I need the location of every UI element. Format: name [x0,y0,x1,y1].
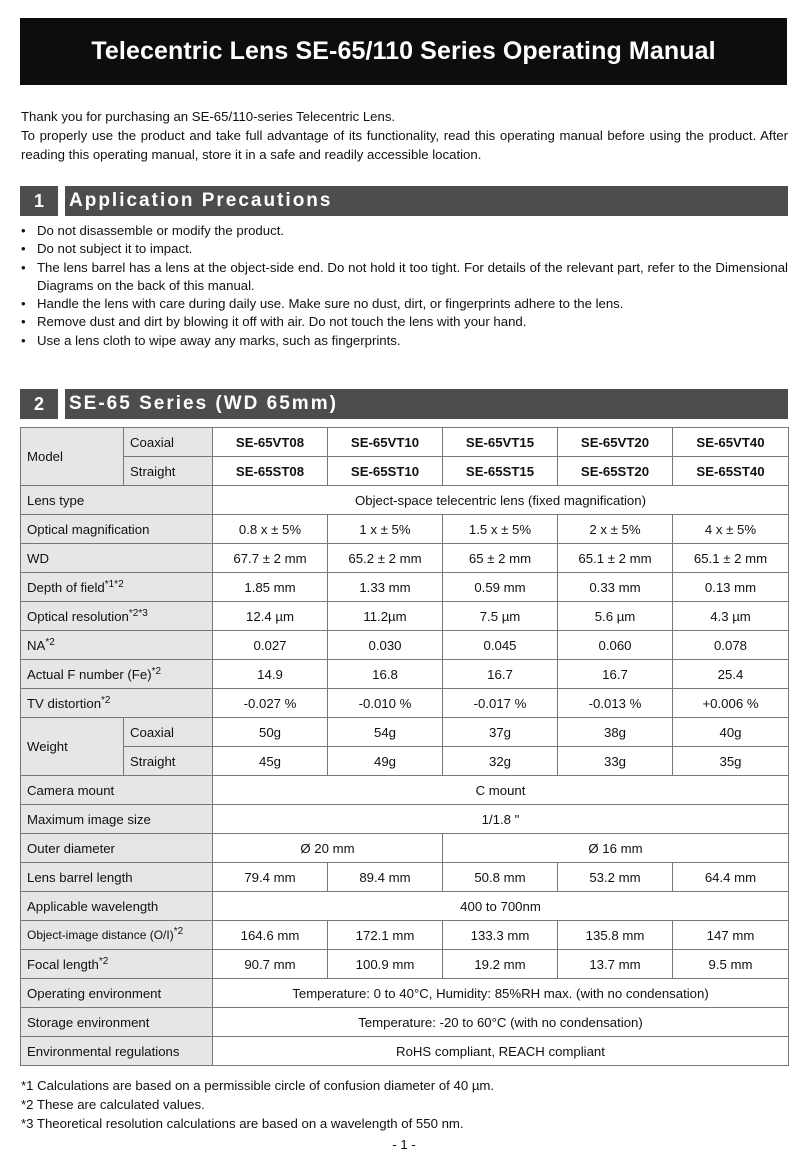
table-cell: 65.2 ± 2 mm [328,544,443,573]
section-2-number: 2 [20,389,58,419]
table-cell: 13.7 mm [558,950,673,979]
row-label-optical-resolution [21,602,213,631]
table-row [21,747,789,776]
table-cell: 0.8 x ± 5% [213,515,328,544]
footnote-3: *3 Theoretical resolution calculations are based on a wavelength of 550 nm. [21,1116,464,1131]
list-item: • Do not disassemble or modify the product. [21,222,788,240]
table-row [21,1037,789,1066]
footnote-ref: *2 [151,665,162,677]
model-cell: SE-65VT10 [328,428,443,457]
table-cell: 12.4 µm [213,602,328,631]
section-1-header [20,186,788,216]
row-label-object-image-distance [21,921,213,950]
label-text: Object-image distance (O/I) [27,928,174,942]
model-cell: SE-65ST20 [558,457,673,486]
table-cell: 89.4 mm [328,863,443,892]
table-cell: 0.33 mm [558,573,673,602]
table-row [21,689,789,718]
row-label-storage-environment: Storage environment [21,1008,213,1037]
row-label-model: Model [21,428,124,486]
table-cell: 32g [443,747,558,776]
table-cell: 45g [213,747,328,776]
row-label-wd: WD [21,544,213,573]
table-cell: 37g [443,718,558,747]
table-cell: -0.013 % [558,689,673,718]
table-cell: 0.060 [558,631,673,660]
page-number: - 1 - [392,1137,416,1152]
table-cell: 65.1 ± 2 mm [673,544,789,573]
row-label-f-number [21,660,213,689]
table-cell: 147 mm [673,921,789,950]
footnotes [21,1076,494,1133]
table-cell: Temperature: -20 to 60°C (with no condensation) [213,1008,789,1037]
table-row [21,979,789,1008]
model-cell: SE-65ST10 [328,457,443,486]
row-label-na [21,631,213,660]
table-cell: +0.006 % [673,689,789,718]
table-cell: 19.2 mm [443,950,558,979]
footnote-ref: *2 [101,694,111,706]
table-cell: 1 x ± 5% [328,515,443,544]
table-cell: 67.7 ± 2 mm [213,544,328,573]
table-cell: -0.017 % [443,689,558,718]
table-cell: 54g [328,718,443,747]
table-cell: 35g [673,747,789,776]
table-row [21,457,789,486]
row-label-weight: Weight [21,718,124,776]
section-2-header [20,389,788,419]
model-cell: SE-65ST15 [443,457,558,486]
row-label-camera-mount: Camera mount [21,776,213,805]
model-cell: SE-65VT15 [443,428,558,457]
table-cell: 25.4 [673,660,789,689]
label-text: Optical resolution [27,608,129,624]
table-cell: Ø 20 mm [213,834,443,863]
table-row [21,573,789,602]
precautions-list [21,222,788,350]
list-item: • Remove dust and dirt by blowing it off with air. Do not touch the lens with your hand. [21,313,788,331]
table-row [21,805,789,834]
section-1-title: Application Precautions [65,186,788,216]
model-cell: SE-65VT20 [558,428,673,457]
list-item: • Use a lens cloth to wipe away any marks, such as fingerprints. [21,332,788,350]
table-row [21,486,789,515]
table-row [21,631,789,660]
row-label-tv-distortion [21,689,213,718]
table-cell: 11.2µm [328,602,443,631]
table-cell: 16.7 [443,660,558,689]
label-text: Focal length [27,956,99,972]
table-cell: Ø 16 mm [443,834,789,863]
table-cell: 7.5 µm [443,602,558,631]
table-cell: 65.1 ± 2 mm [558,544,673,573]
table-cell: 135.8 mm [558,921,673,950]
table-cell: 16.8 [328,660,443,689]
table-cell: 133.3 mm [443,921,558,950]
table-cell: 0.030 [328,631,443,660]
table-cell: 0.59 mm [443,573,558,602]
table-cell: 0.027 [213,631,328,660]
footnote-ref: *2 [45,636,55,648]
label-text: Depth of field [27,579,105,595]
table-row [21,428,789,457]
table-cell: 172.1 mm [328,921,443,950]
row-sublabel-coaxial: Coaxial [124,428,213,457]
row-label-focal-length [21,950,213,979]
spec-table [20,427,789,1066]
row-label-wavelength: Applicable wavelength [21,892,213,921]
row-sublabel-coaxial: Coaxial [124,718,213,747]
table-cell: Object-space telecentric lens (fixed magnification) [213,486,789,515]
page-title: Telecentric Lens SE-65/110 Series Operating Manual [20,18,787,85]
row-label-environmental-regulations: Environmental regulations [21,1037,213,1066]
row-label-lens-type: Lens type [21,486,213,515]
row-label-image-size: Maximum image size [21,805,213,834]
table-cell: 33g [558,747,673,776]
table-row [21,834,789,863]
table-cell: 4.3 µm [673,602,789,631]
table-cell: RoHS compliant, REACH compliant [213,1037,789,1066]
table-cell: 38g [558,718,673,747]
table-row [21,776,789,805]
table-cell: 1/1.8 " [213,805,789,834]
table-row [21,660,789,689]
row-label-barrel-length: Lens barrel length [21,863,213,892]
table-cell: 50.8 mm [443,863,558,892]
row-label-magnification: Optical magnification [21,515,213,544]
table-cell: 2 x ± 5% [558,515,673,544]
table-cell: 9.5 mm [673,950,789,979]
list-item: • Do not subject it to impact. [21,240,788,258]
row-label-outer-diameter: Outer diameter [21,834,213,863]
table-cell: -0.010 % [328,689,443,718]
table-cell: 90.7 mm [213,950,328,979]
table-cell: 16.7 [558,660,673,689]
section-2-title: SE-65 Series (WD 65mm) [65,389,788,419]
row-label-operating-environment: Operating environment [21,979,213,1008]
footnote-ref: *2 [98,955,109,967]
table-cell: 400 to 700nm [213,892,789,921]
table-row [21,863,789,892]
footnote-2: *2 These are calculated values. [21,1097,205,1112]
footnote-ref: *1*2 [104,578,124,590]
section-1-number: 1 [20,186,58,216]
table-cell: 40g [673,718,789,747]
table-row [21,1008,789,1037]
table-cell: 164.6 mm [213,921,328,950]
table-cell: 0.13 mm [673,573,789,602]
footnote-ref: *2*3 [128,607,148,619]
label-text: TV distortion [27,695,102,711]
table-cell: 0.045 [443,631,558,660]
table-cell: 100.9 mm [328,950,443,979]
row-sublabel-straight: Straight [124,457,213,486]
footnote-1: *1 Calculations are based on a permissible circle of confusion diameter of 40 µm. [21,1078,495,1093]
table-cell: 5.6 µm [558,602,673,631]
table-row [21,718,789,747]
row-label-depth-of-field [21,573,213,602]
table-cell: 79.4 mm [213,863,328,892]
footnote-ref: *2 [173,926,184,937]
table-cell: 1.85 mm [213,573,328,602]
table-cell: 1.5 x ± 5% [443,515,558,544]
table-cell: 64.4 mm [673,863,789,892]
table-cell: 65 ± 2 mm [443,544,558,573]
table-cell: 1.33 mm [328,573,443,602]
label-text: Actual F number (Fe) [27,666,152,682]
table-cell: -0.027 % [213,689,328,718]
list-item: • Handle the lens with care during daily use. Make sure no dust, dirt, or fingerprints adhere to the lens. [21,295,788,313]
model-cell: SE-65VT08 [213,428,328,457]
table-cell: 50g [213,718,328,747]
intro-line-1: Thank you for purchasing an SE-65/110-series Telecentric Lens. [21,109,396,124]
intro-line-2: To properly use the product and take full advantage of its functionality, read this operating manual before using the product. After reading this operating manual, store it in a safe and readily accessible location. [21,128,788,162]
table-row [21,950,789,979]
table-row [21,892,789,921]
table-cell: 4 x ± 5% [673,515,789,544]
table-row [21,515,789,544]
intro-text [21,107,788,164]
table-cell: Temperature: 0 to 40°C, Humidity: 85%RH max. (with no condensation) [213,979,789,1008]
table-cell: 14.9 [213,660,328,689]
table-cell: 49g [328,747,443,776]
label-text: NA [27,637,46,653]
row-sublabel-straight: Straight [124,747,213,776]
table-cell: C mount [213,776,789,805]
table-row [21,544,789,573]
list-item: • The lens barrel has a lens at the object-side end. Do not hold it too tight. For details of the relevant part, refer to the Dimensional Diagrams on the back of this manual. [21,259,788,296]
model-cell: SE-65VT40 [673,428,789,457]
table-row [21,921,789,950]
model-cell: SE-65ST40 [673,457,789,486]
table-row [21,602,789,631]
model-cell: SE-65ST08 [213,457,328,486]
table-cell: 53.2 mm [558,863,673,892]
table-cell: 0.078 [673,631,789,660]
